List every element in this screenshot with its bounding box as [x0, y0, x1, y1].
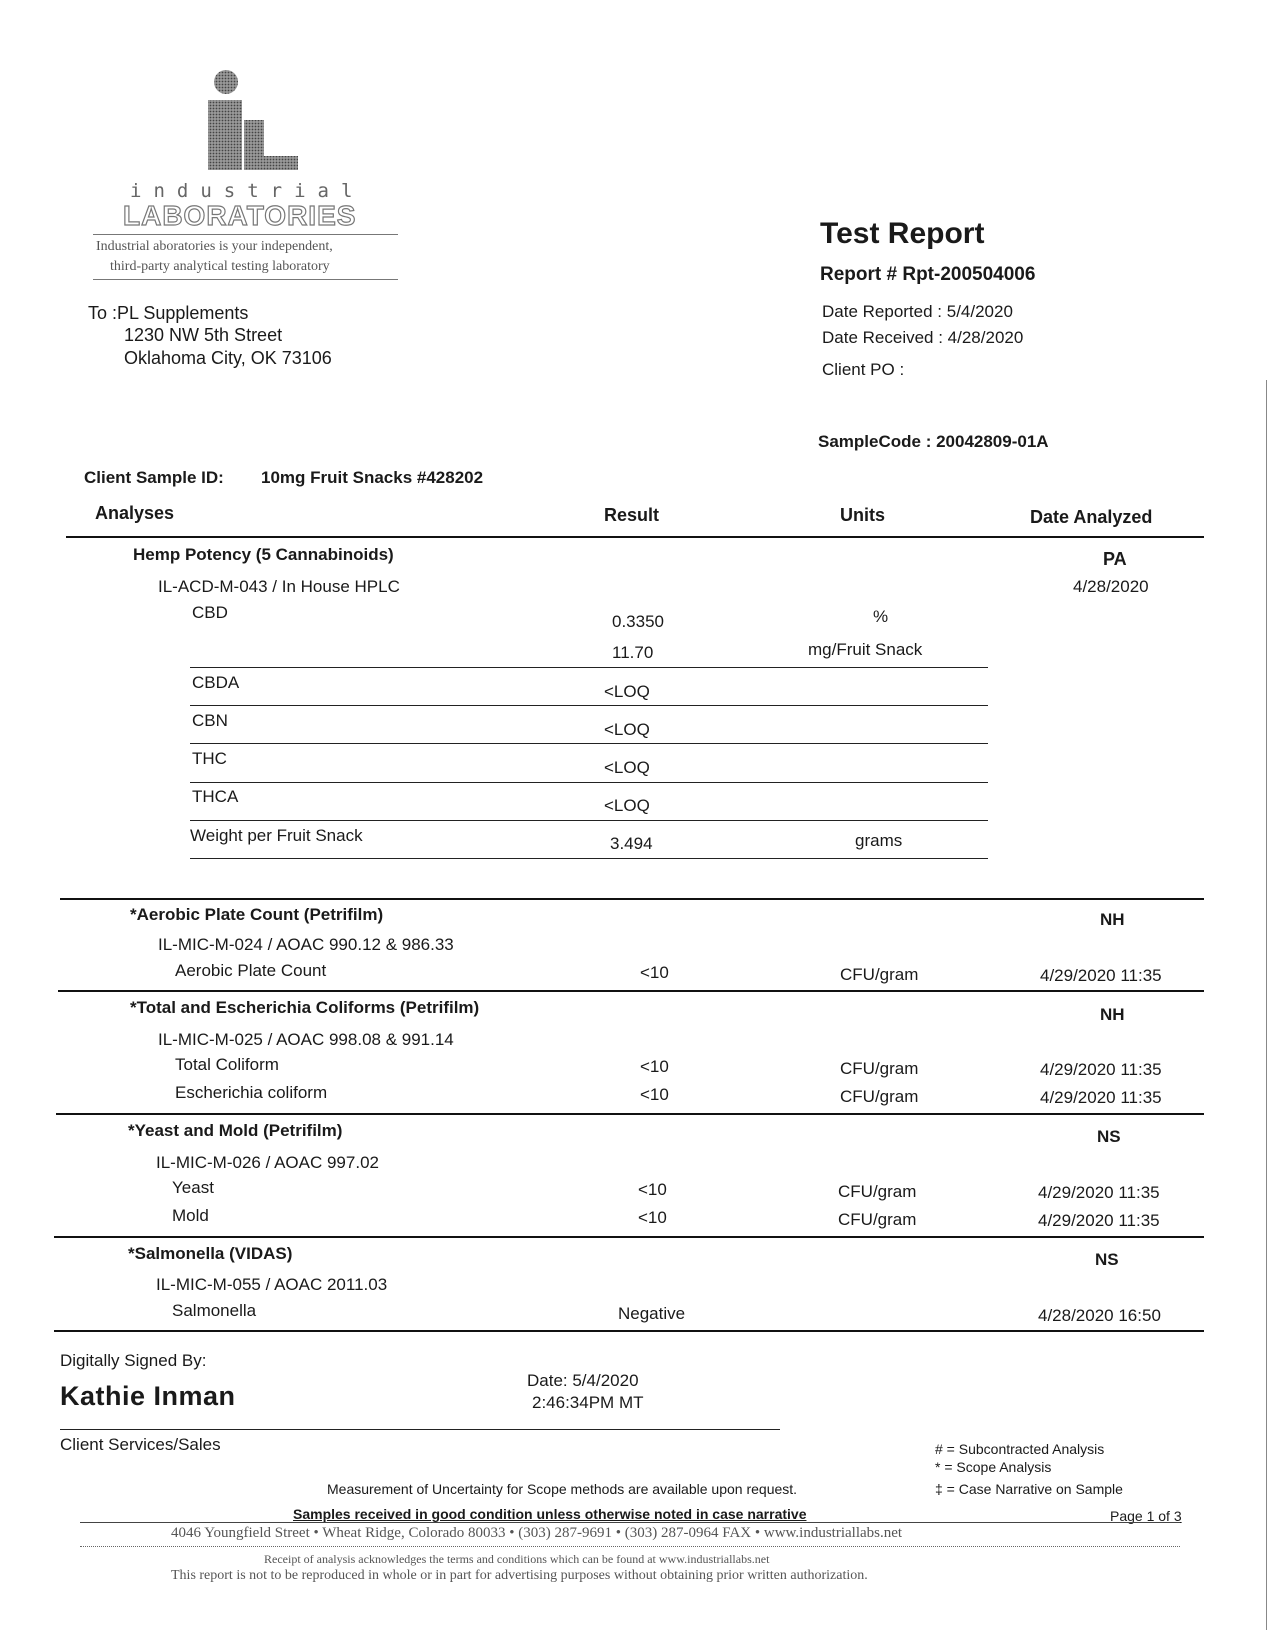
date-reported: Date Reported : 5/4/2020: [822, 302, 1013, 321]
analyte-name: CBN: [192, 711, 228, 730]
report-number: Report # Rpt-200504006: [820, 264, 1036, 285]
col-header-units: Units: [840, 505, 885, 525]
analyte-unit: CFU/gram: [840, 1087, 919, 1106]
analyte-result: <LOQ: [604, 796, 650, 815]
analyte-name: CBDA: [192, 673, 240, 692]
analyte-name: Weight per Fruit Snack: [190, 826, 363, 845]
receipt-note: Receipt of analysis acknowledges the terms and conditions which can be found at www.industriallabs.net: [264, 1552, 770, 1566]
analyte-date: 4/29/2020 11:35: [1038, 1183, 1160, 1202]
analyte-date: 4/29/2020 11:35: [1038, 1211, 1160, 1230]
analyte-name: Aerobic Plate Count: [175, 961, 327, 980]
signed-by-label: Digitally Signed By:: [60, 1351, 207, 1370]
to-line-2: 1230 NW 5th Street: [124, 325, 283, 345]
analyte-result: 3.494: [610, 834, 653, 853]
potency-rule: [190, 667, 988, 668]
legend-case-narrative: ‡ = Case Narrative on Sample: [935, 1481, 1123, 1497]
analyte-date: 4/28/2020 16:50: [1038, 1306, 1161, 1325]
section-method: IL-MIC-M-026 / AOAC 997.02: [156, 1153, 379, 1172]
analyte-name: Mold: [172, 1206, 209, 1225]
section-rule: [54, 1330, 1204, 1332]
section-code: NS: [1097, 1127, 1121, 1146]
analyte-name: Total Coliform: [175, 1055, 279, 1074]
logo-divider: [93, 234, 398, 235]
section-title: *Salmonella (VIDAS): [128, 1244, 293, 1263]
legend-subcontracted: # = Subcontracted Analysis: [935, 1441, 1105, 1457]
analyte-unit: CFU/gram: [840, 1059, 919, 1078]
page-number: Page 1 of 3: [1110, 1508, 1182, 1524]
analyte-result: 0.3350: [612, 612, 664, 631]
to-line-3: Oklahoma City, OK 73106: [124, 348, 332, 368]
scan-edge-mark: [1266, 380, 1267, 1630]
analyte-result: 11.70: [612, 643, 654, 662]
potency-rule: [190, 782, 988, 783]
date-received: Date Received : 4/28/2020: [822, 328, 1024, 347]
logo-tagline-1: Industrial aboratories is your independent,: [96, 239, 333, 254]
analyte-name: Salmonella: [172, 1301, 257, 1320]
analyte-result: <10: [640, 1057, 669, 1076]
analyte-unit: CFU/gram: [838, 1182, 917, 1201]
section-rule: [54, 1236, 1204, 1238]
signature-date: Date: 5/4/2020: [527, 1371, 639, 1390]
signature-time: 2:46:34PM MT: [532, 1393, 644, 1412]
logo-word-industrial: industrial: [130, 180, 365, 202]
potency-method: IL-ACD-M-043 / In House HPLC: [158, 577, 400, 596]
section-code: NH: [1100, 1005, 1125, 1024]
analyte-name: THC: [192, 749, 227, 768]
company-logo: [200, 68, 310, 178]
signer-name: Kathie Inman: [60, 1381, 236, 1411]
logo-divider-bottom: [93, 279, 398, 280]
reproduction-disclaimer: This report is not to be reproduced in whole or in part for advertising purposes without obtaining prior written authorization.: [171, 1568, 868, 1583]
potency-rule: [190, 705, 988, 706]
analyte-result: <LOQ: [604, 720, 650, 739]
section-rule: [58, 990, 1204, 992]
signature-rule: [60, 1429, 780, 1430]
analyte-result: <10: [638, 1208, 667, 1227]
analyte-unit: CFU/gram: [840, 965, 919, 984]
analyte-date: 4/29/2020 11:35: [1040, 966, 1162, 985]
logo-tagline-2: third-party analytical testing laboratory: [110, 259, 330, 274]
sample-code: SampleCode : 20042809-01A: [818, 432, 1049, 451]
analyte-name: Escherichia coliform: [175, 1083, 328, 1102]
potency-title: Hemp Potency (5 Cannabinoids): [133, 545, 394, 564]
report-title: Test Report: [820, 217, 985, 250]
analyte-date: 4/29/2020 11:35: [1040, 1088, 1162, 1107]
section-method: IL-MIC-M-024 / AOAC 990.12 & 986.33: [158, 935, 454, 954]
potency-date: 4/28/2020: [1073, 577, 1149, 596]
section-title: *Aerobic Plate Count (Petrifilm): [130, 905, 384, 924]
legend-scope: * = Scope Analysis: [935, 1459, 1052, 1475]
signer-role: Client Services/Sales: [60, 1435, 221, 1454]
analyte-result: <10: [640, 1085, 669, 1104]
analyte-unit: mg/Fruit Snack: [808, 640, 923, 659]
col-header-analyses: Analyses: [95, 503, 175, 523]
analyte-unit: %: [873, 607, 889, 626]
section-code: NS: [1095, 1250, 1119, 1269]
section-method: IL-MIC-M-025 / AOAC 998.08 & 991.14: [158, 1030, 454, 1049]
analyte-result: <LOQ: [604, 758, 650, 777]
section-rule: [60, 898, 1204, 900]
logo-word-laboratories: LABORATORIES: [123, 200, 357, 231]
analyte-result: <10: [640, 963, 669, 982]
analyte-result: Negative: [618, 1304, 686, 1323]
col-header-date: Date Analyzed: [1030, 507, 1153, 527]
client-po: Client PO :: [822, 360, 905, 379]
analyte-result: <10: [638, 1180, 667, 1199]
section-title: *Yeast and Mold (Petrifilm): [128, 1121, 343, 1140]
client-sample-id-label: Client Sample ID:: [84, 468, 224, 487]
analyte-name: THCA: [192, 787, 239, 806]
analyte-unit: CFU/gram: [838, 1210, 917, 1229]
potency-rule: [190, 743, 988, 744]
potency-rule: [190, 820, 988, 821]
potency-code: PA: [1103, 549, 1127, 569]
analyte-unit: grams: [855, 831, 903, 850]
potency-rule: [190, 858, 988, 859]
analyte-result: <LOQ: [604, 682, 650, 701]
section-title: *Total and Escherichia Coliforms (Petrifilm): [130, 998, 480, 1017]
analyte-name: CBD: [192, 603, 228, 622]
footer-rule-dotted: [80, 1546, 1180, 1547]
client-sample-id-value: 10mg Fruit Snacks #428202: [261, 468, 484, 487]
footer-rule: [80, 1522, 1180, 1523]
section-code: NH: [1100, 910, 1125, 929]
lab-address: 4046 Youngfield Street • Wheat Ridge, Colorado 80033 • (303) 287-9691 • (303) 287-0964 FAX • www.industriallabs.net: [171, 1525, 903, 1541]
uncertainty-note: Measurement of Uncertainty for Scope methods are available upon request.: [327, 1481, 798, 1497]
to-line-1: To :PL Supplements: [88, 303, 249, 323]
analyte-date: 4/29/2020 11:35: [1040, 1060, 1162, 1079]
analyte-name: Yeast: [172, 1178, 214, 1197]
section-rule: [56, 1113, 1204, 1115]
samples-note: Samples received in good condition unless otherwise noted in case narrative: [293, 1506, 807, 1522]
section-method: IL-MIC-M-055 / AOAC 2011.03: [156, 1275, 388, 1294]
header-rule: [66, 536, 1204, 538]
col-header-result: Result: [604, 505, 660, 525]
